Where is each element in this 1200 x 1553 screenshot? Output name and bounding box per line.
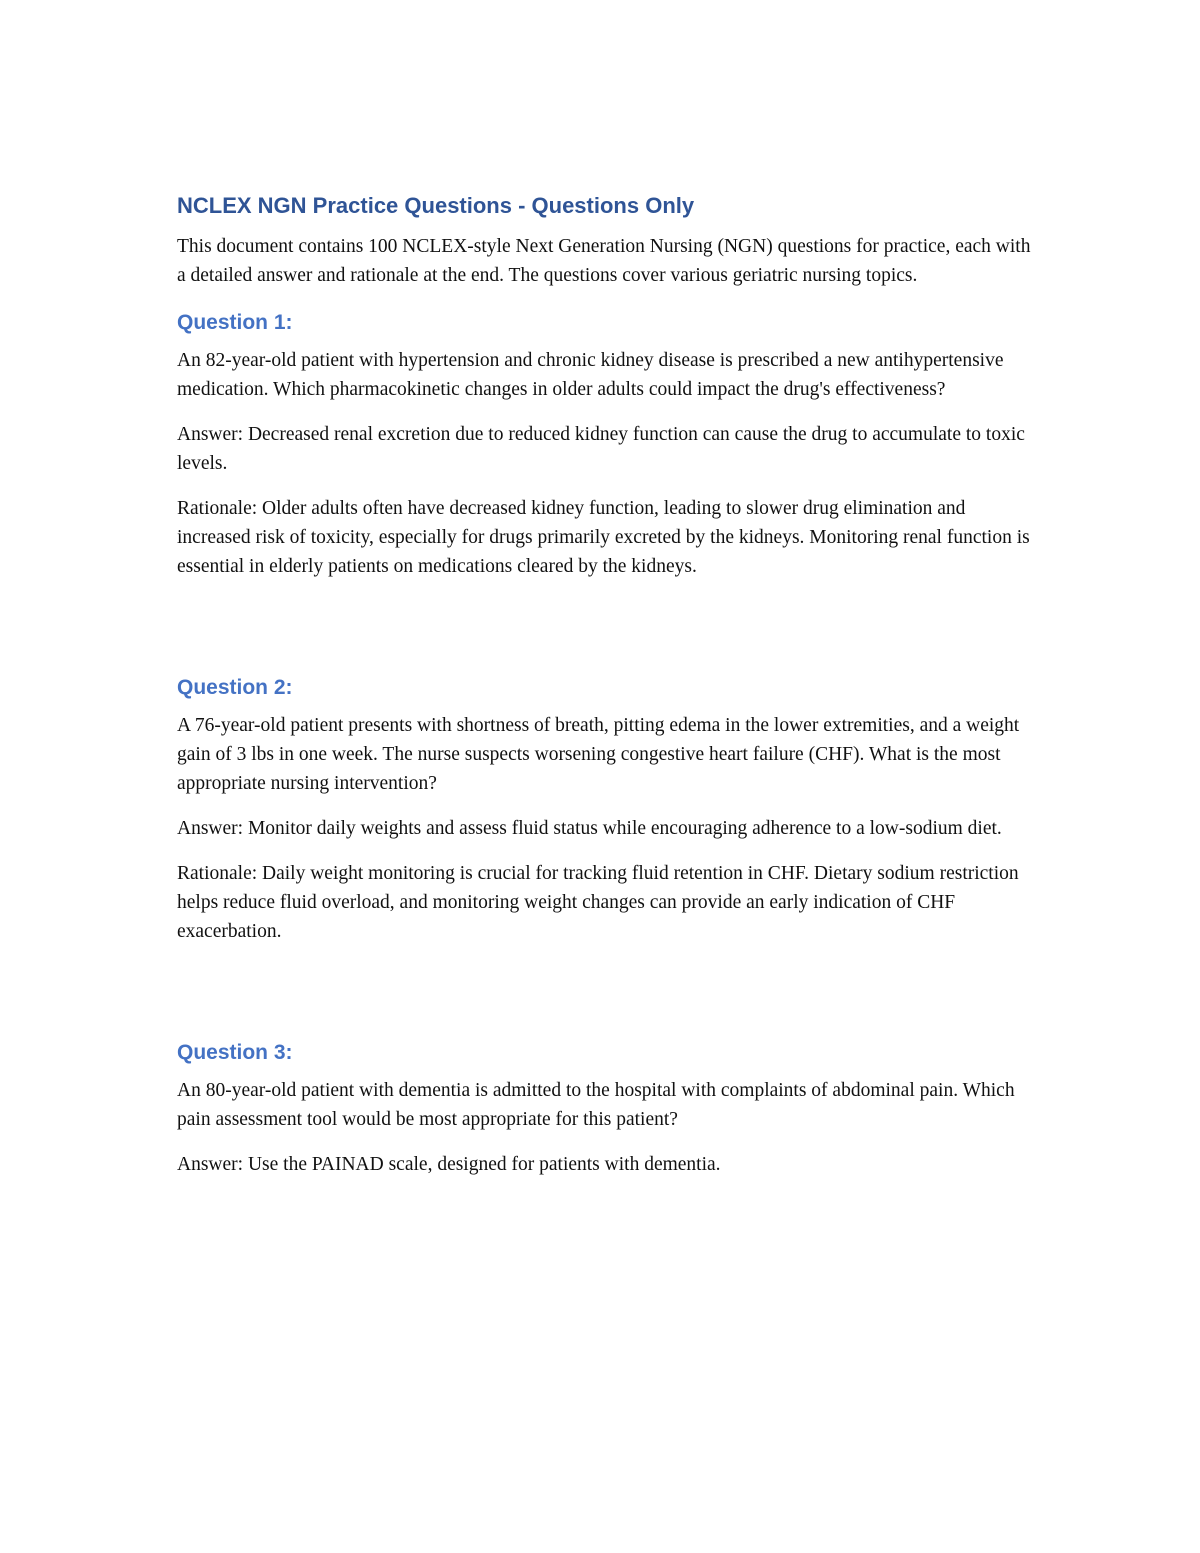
question-2 [177,673,1037,946]
spacer [177,597,1037,673]
question-1 [177,308,1037,581]
spacer [177,962,1037,1038]
question-heading: Question 3: [177,1041,293,1064]
document-content [177,190,1037,1195]
document-title: NCLEX NGN Practice Questions - Questions Only [177,193,695,218]
answer-text: Answer: Monitor daily weights and assess fluid status while encouraging adherence to a low-sodium diet. [177,818,1002,839]
answer-text: Answer: Decreased renal excretion due to reduced kidney function can cause the drug to accumulate to toxic levels. [177,424,1025,474]
question-text: A 76-year-old patient presents with shortness of breath, pitting edema in the lower extremities, and a weight gain of 3 lbs in one week. The nurse suspects worsening congestive heart failure (CHF). What is the most appropriate nursing intervention? [177,715,1020,794]
question-heading: Question 1: [177,311,293,334]
question-3 [177,1038,1037,1179]
rationale-text: Rationale: Daily weight monitoring is crucial for tracking fluid retention in CHF. Dietary sodium restriction helps reduce fluid overload, and monitoring weight changes can provide an early indication of CHF exacerbation. [177,863,1019,942]
answer-text: Answer: Use the PAINAD scale, designed for patients with dementia. [177,1154,721,1175]
question-text: An 80-year-old patient with dementia is admitted to the hospital with complaints of abdominal pain. Which pain assessment tool would be most appropriate for this patient? [177,1080,1015,1130]
rationale-text: Rationale: Older adults often have decreased kidney function, leading to slower drug elimination and increased risk of toxicity, especially for drugs primarily excreted by the kidneys. Monitoring renal function is essential in elderly patients on medications cleared by the kidneys. [177,498,1030,577]
document-intro: This document contains 100 NCLEX-style Next Generation Nursing (NGN) questions for practice, each with a detailed answer and rationale at the end. The questions cover various geriatric nursing topics. [177,236,1031,286]
question-text: An 82-year-old patient with hypertension and chronic kidney disease is prescribed a new antihypertensive medication. Which pharmacokinetic changes in older adults could impact the drug's effectiveness? [177,350,1004,400]
question-heading: Question 2: [177,676,293,699]
